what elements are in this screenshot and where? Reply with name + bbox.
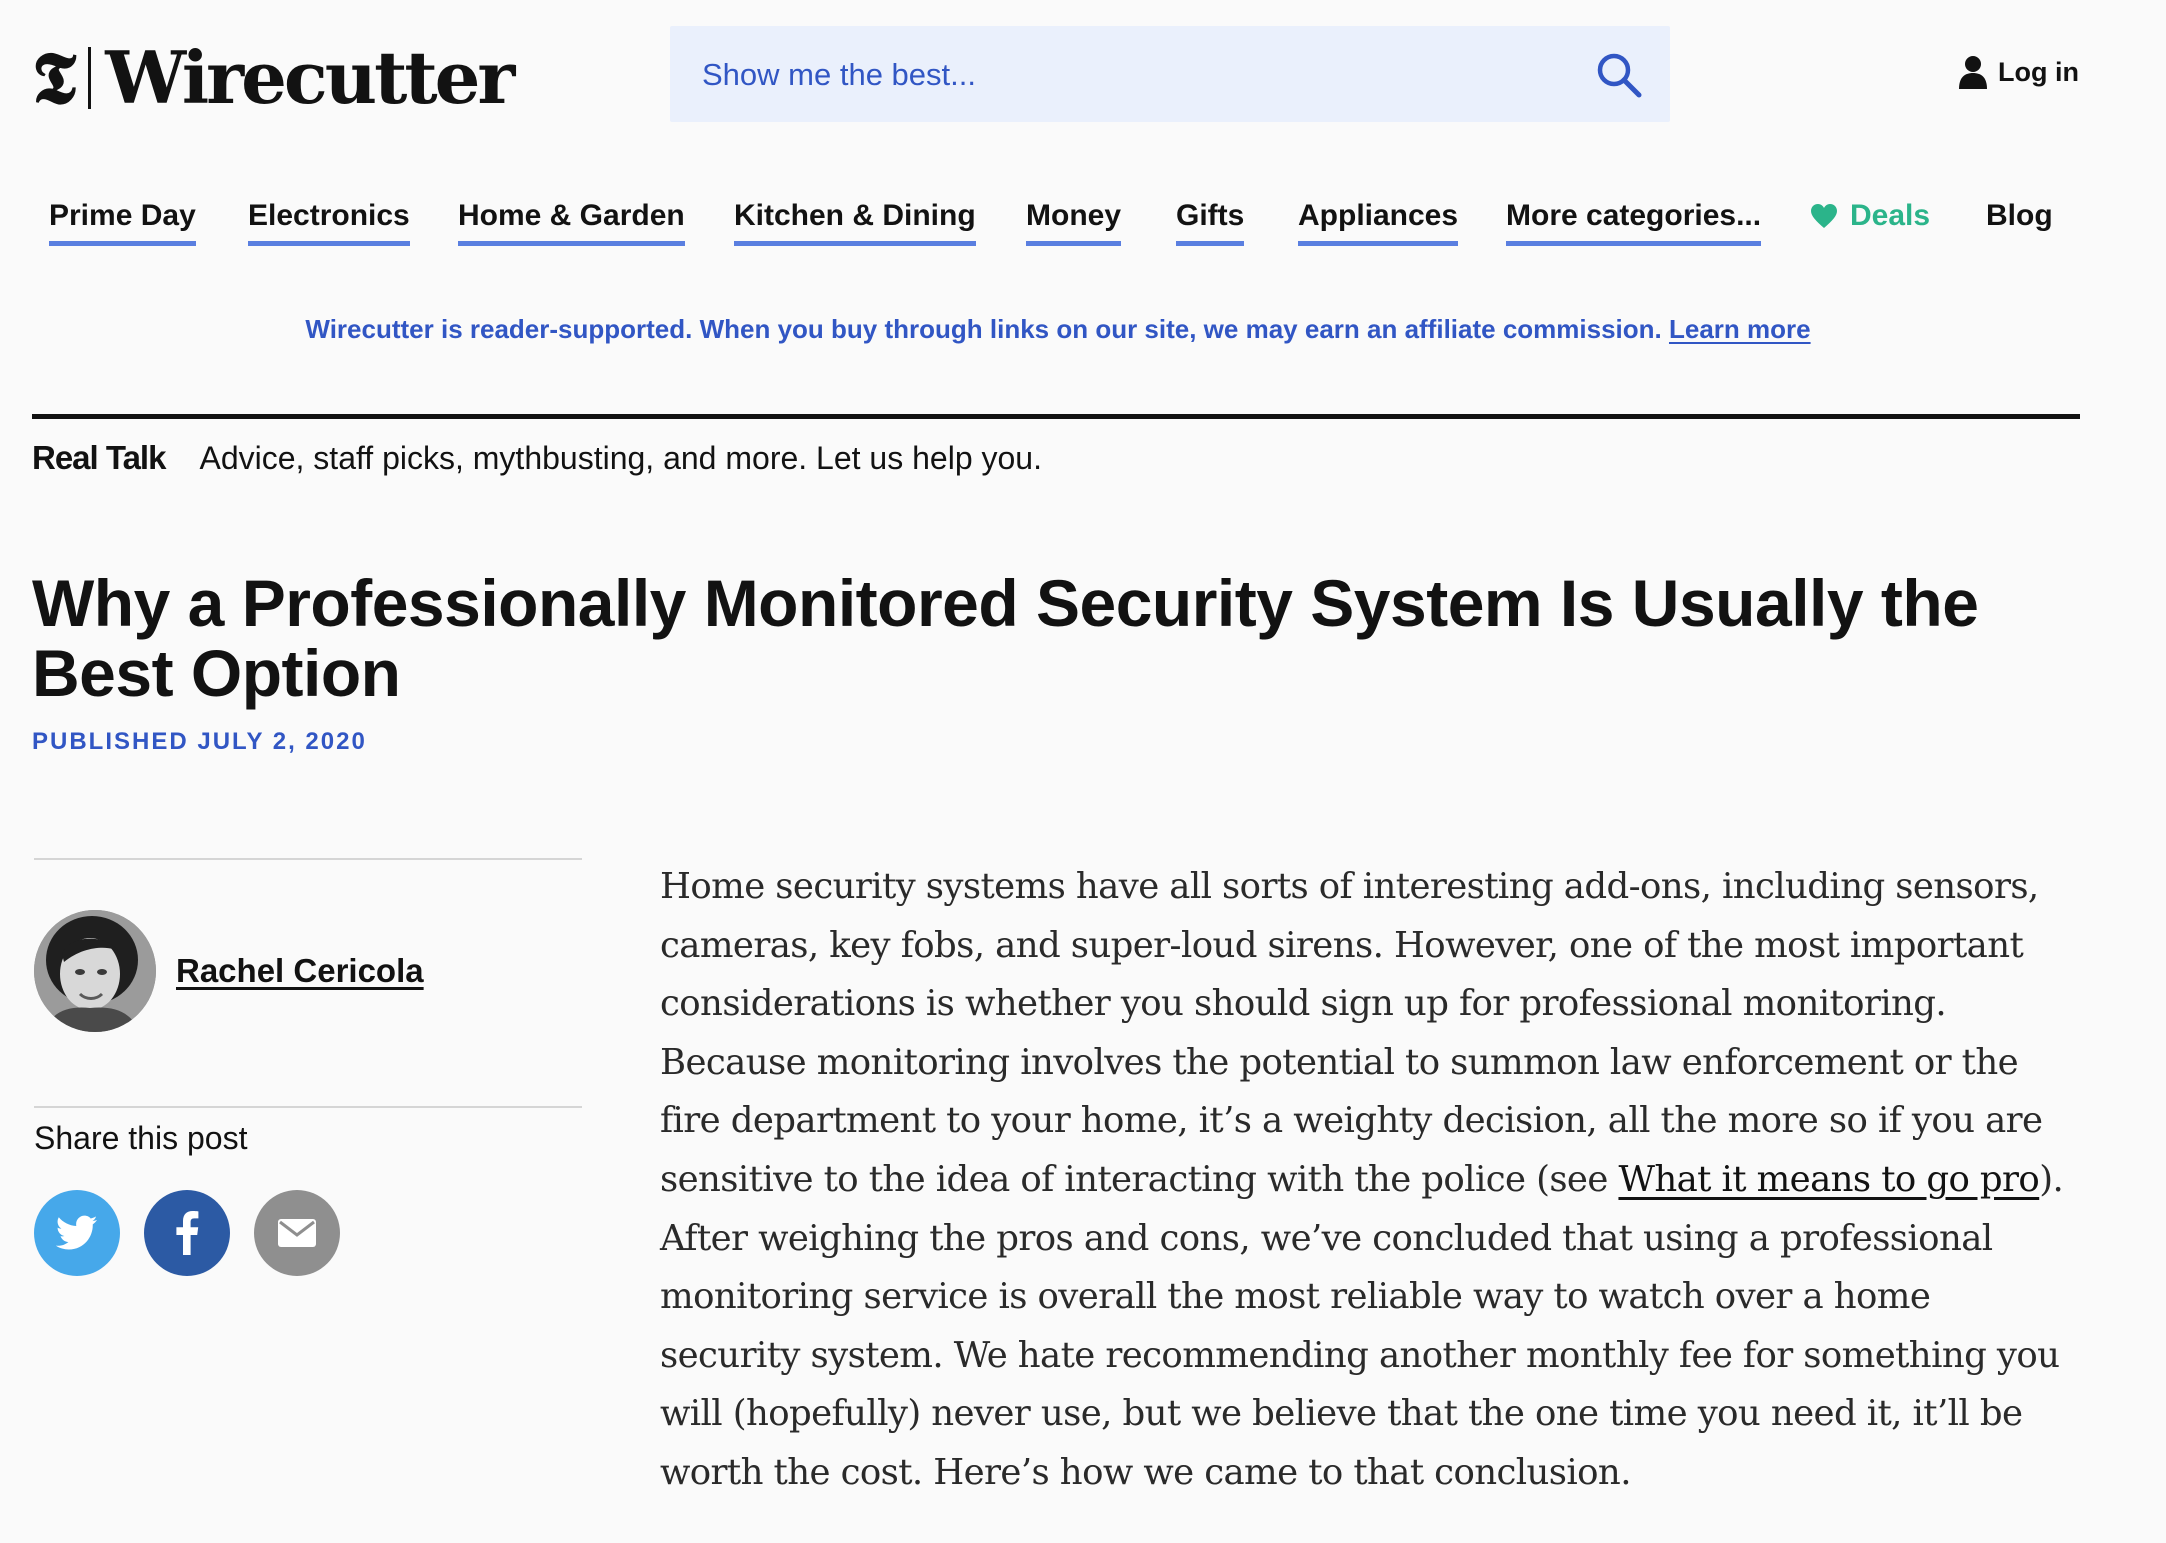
nav-item-more-categories[interactable]: More categories...: [1506, 198, 1761, 246]
nav-item-appliances[interactable]: Appliances: [1298, 198, 1458, 246]
section-description: Advice, staff picks, mythbusting, and more. Let us help you.: [199, 439, 1042, 476]
search-input[interactable]: [700, 50, 1564, 100]
login-button[interactable]: [1958, 52, 2079, 92]
nav-item-money[interactable]: Money: [1026, 198, 1121, 246]
share-buttons: [34, 1190, 364, 1276]
nav-item-kitchen-dining[interactable]: Kitchen & Dining: [734, 198, 976, 246]
wirecutter-logo[interactable]: [32, 35, 513, 120]
disclosure-text: Wirecutter is reader-supported. When you buy through links on our site, we may earn an affiliate commission.: [305, 314, 1662, 344]
nav-item-blog[interactable]: Blog: [1986, 199, 2053, 232]
learn-more-link[interactable]: Learn more: [1668, 314, 1811, 344]
nav-item-deals[interactable]: [1810, 198, 1930, 246]
logo-wordmark: Wirecutter: [105, 35, 513, 120]
sidebar-divider-top: [34, 858, 582, 860]
share-email-button[interactable]: [254, 1190, 340, 1276]
article-intro-text-start: Home security systems have all sorts of interesting add-ons, including sensors, cameras, key fobs, and super-loud sirens. However, one of the most important considerations is whether you should sign up for professional monitoring. Because monitoring involves the potential to summon law enforcement or the fire department to your home, it’s a weighty decision, all the more so if you are sensitive to the idea of interacting with the police (see: [660, 866, 2043, 1200]
nav-item-prime-day[interactable]: Prime Day: [49, 198, 196, 246]
search-icon[interactable]: [1594, 50, 1644, 100]
published-date: PUBLISHED JULY 2, 2020: [32, 728, 367, 755]
nyt-t-logo-mark: 𝕿: [32, 35, 77, 120]
author-byline: [34, 908, 424, 1034]
user-icon: [1958, 55, 1988, 89]
what-it-means-to-go-pro-link[interactable]: What it means to go pro: [1618, 1158, 2040, 1200]
login-label: Log in: [1998, 56, 2079, 87]
nav-item-gifts[interactable]: Gifts: [1176, 198, 1244, 246]
section-divider: [32, 414, 2080, 419]
author-name-link[interactable]: Rachel Cericola: [176, 952, 424, 989]
nav-item-deals-label: Deals: [1850, 199, 1931, 232]
share-label: Share this post: [34, 1120, 248, 1156]
twitter-icon: [56, 1215, 98, 1251]
email-icon: [277, 1218, 317, 1248]
heart-icon: [1810, 203, 1838, 229]
affiliate-disclosure: [0, 314, 2116, 345]
share-facebook-button[interactable]: [144, 1190, 230, 1276]
article-intro-text-end: ). After weighing the pros and cons, we’ve concluded that using a professional monitoring service is overall the most reliable way to watch over a home security system. We hate recommending another monthly fee for something you will (hopefully) never use, but we believe that the one time you need it, it’ll be worth the cost. Here’s how we came to that conclusion.: [660, 1158, 2064, 1493]
article-intro-paragraph: [660, 858, 2080, 1503]
category-nav: [0, 198, 2166, 258]
facebook-icon: [175, 1211, 199, 1255]
article-headline: Why a Professionally Monitored Security System Is Usually the Best Option: [32, 566, 1979, 710]
nav-item-electronics[interactable]: Electronics: [248, 198, 410, 246]
search-bar: [670, 26, 1670, 122]
author-photo: [34, 910, 156, 1032]
section-header: [32, 436, 1042, 480]
section-name[interactable]: Real Talk: [32, 439, 166, 476]
sidebar-divider-bottom: [34, 1106, 582, 1108]
author-avatar[interactable]: [34, 910, 156, 1032]
share-twitter-button[interactable]: [34, 1190, 120, 1276]
logo-divider: [88, 47, 91, 109]
nav-item-home-garden[interactable]: Home & Garden: [458, 198, 685, 246]
